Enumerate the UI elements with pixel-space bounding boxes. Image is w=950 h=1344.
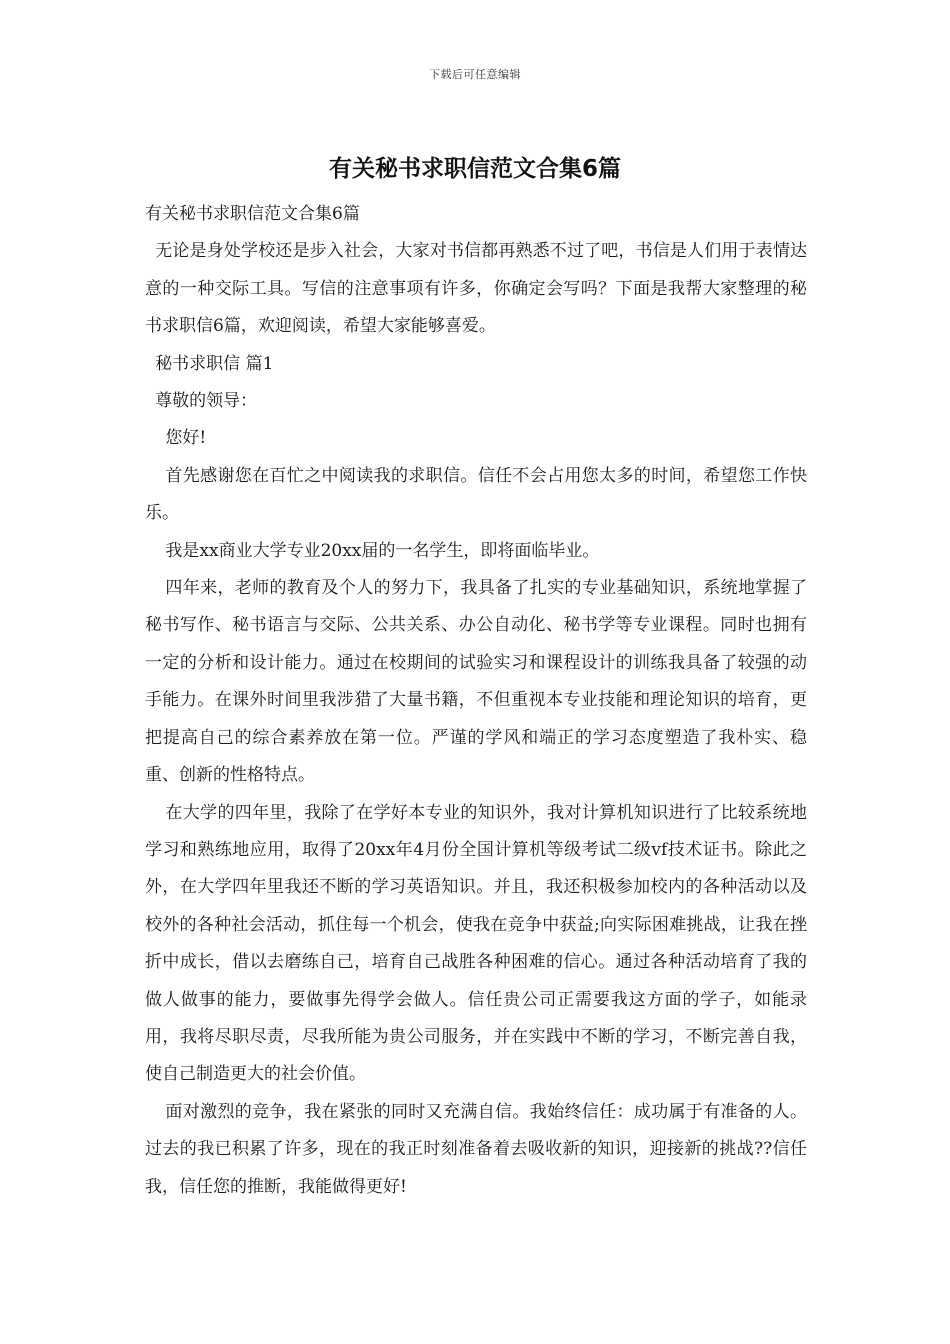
- section-heading: 秘书求职信 篇1: [155, 353, 274, 374]
- body-paragraph: 在大学的四年里，我除了在学好本专业的知识外，我对计算机知识进行了比较系统地学习和熟练地应用，取得了20xx年4月份全国计算机等级考试二级vf技术证书。除此之外，在大学四年里我还不断的学习英语知识。并且，我还积极参加校内的各种活动以及校外的各种社会活动，抓住每一个机会，使我在竞争中获益;向实际困难挑战，让我在挫折中成长，借以去磨练自己，培育自己战胜各种困难的信心。通过各种活动培育了我的做人做事的能力，要做事先得学会做人。信任贵公司正需要我这方面的学子，如能录用，我将尽职尽责，尽我所能为贵公司服务，并在实践中不断的学习，不断完善自我，使自己制造更大的社会价值。: [145, 802, 807, 1085]
- header-note: 下载后可任意编辑: [429, 68, 521, 81]
- subtitle-line: 有关秘书求职信范文合集6篇: [145, 204, 360, 224]
- body-paragraph: 面对激烈的竞争，我在紧张的同时又充满自信。我始终信任：成功属于有准备的人。过去的我已积累了许多，现在的我正时刻准备着去吸收新的知识，迎接新的挑战??信任我，信任您的推断，我能做得更好!: [145, 1101, 807, 1197]
- body-paragraph: 四年来，老师的教育及个人的努力下，我具备了扎实的专业基础知识，系统地掌握了秘书写作、秘书语言与交际、公共关系、办公自动化、秘书学等专业课程。同时也拥有一定的分析和设计能力。通过在校期间的试验实习和课程设计的训练我具备了较强的动手能力。在课外时间里我涉猎了大量书籍，不但重视本专业技能和理论知识的培育，更把提高自己的综合素养放在第一位。严谨的学风和端正的学习态度塑造了我朴实、稳重、创新的性格特点。: [145, 578, 807, 786]
- document-title: 有关秘书求职信范文合集6篇: [328, 156, 621, 182]
- intro-paragraph: 无论是身处学校还是步入社会，大家对书信都再熟悉不过了吧，书信是人们用于表情达意的一种交际工具。写信的注意事项有许多，你确定会写吗？下面是我帮大家整理的秘书求职信6篇，欢迎阅读，希望大家能够喜爱。: [145, 241, 807, 337]
- document-body: [145, 196, 807, 1206]
- body-paragraph: 首先感谢您在百忙之中阅读我的求职信。信任不会占用您太多的时间，希望您工作快乐。: [145, 465, 807, 524]
- body-paragraph: 我是xx商业大学专业20xx届的一名学生，即将面临毕业。: [165, 540, 600, 561]
- salutation: 尊敬的领导：: [155, 391, 258, 412]
- greeting: 您好!: [165, 428, 207, 449]
